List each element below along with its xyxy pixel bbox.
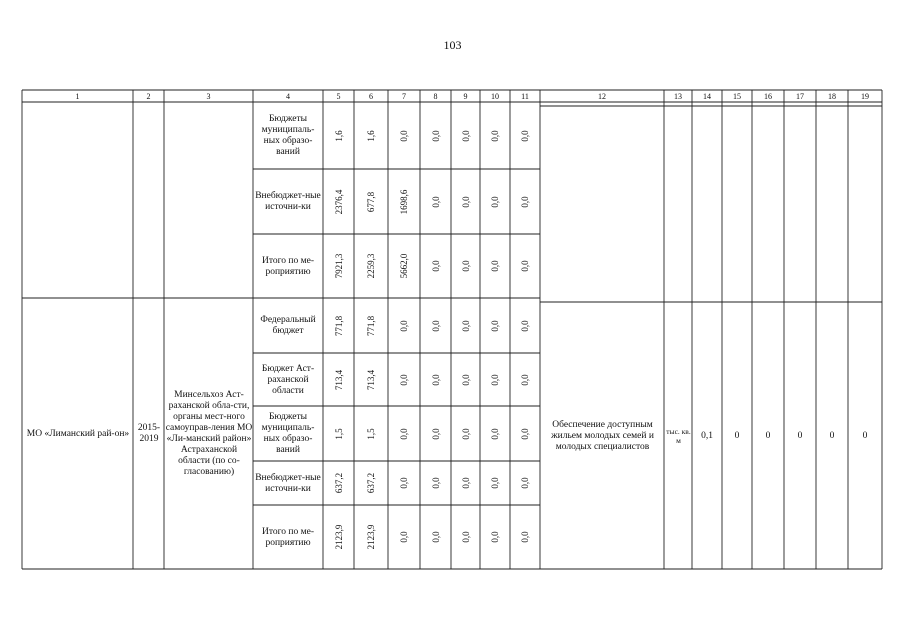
col-header: 17 — [796, 92, 804, 101]
value-text: 0,0 — [490, 373, 500, 386]
value-text: 7921,3 — [333, 253, 344, 279]
value-text: 1,6 — [333, 129, 344, 142]
col-header: 16 — [764, 92, 772, 101]
goal-cell: Обеспечение доступным жильем молодых семей и молодых специалистов — [551, 419, 654, 452]
indicator-value: 0 — [829, 430, 835, 441]
value-text: 2123,9 — [366, 524, 376, 550]
value-text: 0,0 — [520, 129, 530, 142]
indicator-value: 0,1 — [701, 430, 713, 441]
col-header: 2 — [146, 92, 151, 101]
value-text: 0,0 — [490, 129, 500, 142]
value-text: 0,0 — [490, 195, 500, 208]
value-text: 0,0 — [399, 373, 409, 386]
funding-source: Бюджет Аст-раханской области — [261, 363, 315, 396]
value-text: 637,2 — [333, 472, 344, 494]
unit-cell: тыс. кв. м — [666, 427, 691, 445]
value-text: 0,0 — [399, 319, 409, 332]
page-number: 103 — [443, 38, 462, 52]
value-text: 0,0 — [520, 260, 530, 272]
funding-source: Итого по ме-роприятию — [261, 255, 315, 277]
funding-source: Внебюджет-ные источни-ки — [255, 472, 321, 494]
col-header: 8 — [433, 92, 438, 101]
value-text: 2123,9 — [333, 524, 344, 550]
value-text: 0,0 — [490, 427, 500, 440]
value-text: 0,0 — [430, 129, 441, 142]
col-header: 1 — [75, 92, 80, 101]
col-header: 11 — [521, 92, 529, 101]
value-text: 0,0 — [520, 195, 530, 208]
period-cell: 2015-2019 — [137, 423, 161, 444]
funding-source: Итого по ме-роприятию — [261, 526, 315, 548]
value-text: 0,0 — [520, 373, 530, 386]
value-text: 771,8 — [333, 315, 344, 336]
col-header: 5 — [336, 92, 341, 101]
col-header: 19 — [861, 92, 869, 101]
value-text: 0,0 — [399, 129, 409, 142]
indicator-value: 0 — [765, 430, 771, 441]
col-header: 15 — [733, 92, 741, 101]
value-text: 0,0 — [520, 477, 530, 489]
value-text: 0,0 — [430, 373, 441, 386]
value-text: 5662,0 — [399, 253, 409, 279]
value-text: 1698,6 — [399, 189, 409, 214]
indicator-value: 0 — [734, 430, 740, 441]
value-text: 0,0 — [399, 427, 409, 440]
col-header: 18 — [828, 92, 836, 101]
col-header: 9 — [463, 92, 468, 101]
col-header: 14 — [703, 92, 711, 101]
value-text: 1,5 — [333, 427, 344, 440]
value-text: 0,0 — [460, 260, 471, 272]
value-text: 713,4 — [366, 369, 376, 390]
value-text: 0,0 — [430, 195, 441, 208]
col-header: 4 — [286, 92, 290, 101]
value-text: 0,0 — [399, 477, 409, 489]
funding-source: Федеральный бюджет — [260, 315, 316, 336]
municipality-cell: МО «Лиманский рай-он» — [26, 428, 130, 439]
indicator-value: 0 — [862, 430, 868, 441]
funding-source: Внебюджет-ные источни-ки — [255, 191, 321, 212]
value-text: 713,4 — [333, 369, 344, 390]
value-text: 2259,3 — [366, 253, 376, 279]
value-text: 0,0 — [460, 531, 471, 543]
value-text: 0,0 — [430, 427, 441, 440]
value-text: 0,0 — [490, 260, 500, 272]
value-text: 0,0 — [490, 319, 500, 332]
value-text: 677,8 — [366, 191, 376, 212]
funding-source: Бюджеты муниципаль-ных образо-ваний — [261, 114, 315, 157]
executor-cell: Минсельхоз Аст-раханской обла-сти, органы мест-ного самоуправ-ления МО «Ли-манский район» Астраханской области (по со-гласованию) — [165, 390, 253, 477]
col-header: 7 — [402, 92, 406, 101]
value-text: 637,2 — [366, 472, 376, 494]
value-text: 0,0 — [460, 427, 471, 440]
value-text: 0,0 — [430, 319, 441, 332]
value-text: 0,0 — [460, 373, 471, 386]
value-text: 1,6 — [366, 129, 376, 142]
col-header: 6 — [369, 92, 373, 101]
value-text: 0,0 — [430, 260, 441, 272]
value-text: 0,0 — [430, 477, 441, 489]
col-header: 12 — [598, 92, 606, 101]
value-text: 0,0 — [460, 477, 471, 489]
value-text: 0,0 — [460, 129, 471, 142]
value-text: 0,0 — [520, 427, 530, 440]
value-text: 0,0 — [430, 531, 441, 543]
col-header: 3 — [206, 92, 211, 101]
value-text: 0,0 — [520, 531, 530, 543]
value-text: 1,5 — [366, 427, 376, 440]
value-text: 0,0 — [520, 319, 530, 332]
value-text: 0,0 — [490, 531, 500, 543]
value-text: 0,0 — [460, 319, 471, 332]
value-text: 0,0 — [399, 531, 409, 543]
value-text: 0,0 — [460, 195, 471, 208]
col-header: 10 — [491, 92, 499, 101]
funding-source: Бюджеты муниципаль-ных образо-ваний — [261, 412, 315, 455]
indicator-value: 0 — [797, 430, 803, 441]
col-header: 13 — [674, 92, 682, 101]
value-text: 771,8 — [366, 315, 376, 336]
value-text: 0,0 — [490, 477, 500, 489]
value-text: 2376,4 — [333, 189, 344, 214]
